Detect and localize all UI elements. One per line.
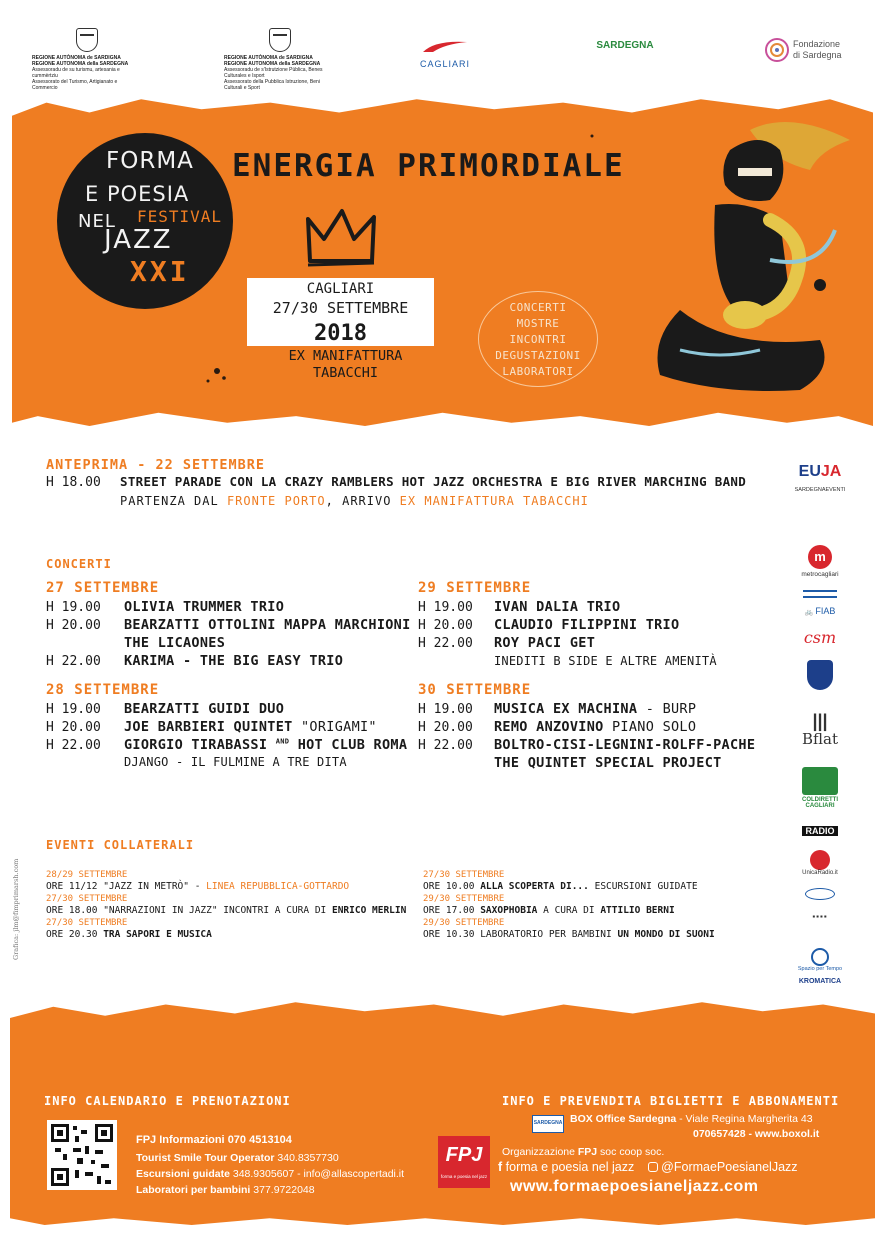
collaterali-heading: EVENTI COLLATERALI — [46, 838, 195, 852]
event-date: 27/30 SETTEMBRE — [46, 918, 128, 928]
concerti-heading: CONCERTI — [46, 557, 112, 571]
activity-item: LABORATORI — [502, 365, 574, 378]
festival-name-jazz: JAZZ — [104, 225, 173, 255]
tour-label: Tourist Smile Tour Operator — [136, 1152, 275, 1164]
regione-line: Assessorato del Turismo, Artigianato e Commercio — [32, 79, 118, 91]
cagliari-swoosh-icon — [415, 38, 475, 54]
regione-line: REGIONE AUTÒNOMA de SARDIGNA — [32, 55, 121, 61]
festival-venue: TABACCHI — [312, 365, 379, 381]
concert-time: H 20.00 — [418, 720, 473, 735]
concert-time: H 22.00 — [418, 738, 473, 753]
concert-subtitle: PIANO SOLO — [612, 719, 697, 735]
fondazione-line: di Sardegna — [793, 50, 842, 60]
fpj-info-line — [136, 1134, 292, 1146]
org-name: FPJ — [577, 1146, 598, 1158]
regione-line: REGIONE AUTONOMA della SARDEGNA — [224, 61, 321, 67]
coldiretti-label: CAGLIARI — [805, 803, 835, 809]
instagram-icon[interactable] — [648, 1162, 658, 1172]
concert-and: AND — [275, 737, 290, 746]
event-line — [46, 929, 212, 940]
festival-edition: XXI — [130, 255, 190, 288]
concert-time: H 22.00 — [46, 654, 101, 669]
concert-subtitle: - BURP — [645, 701, 697, 717]
festival-city: CAGLIARI — [306, 281, 375, 297]
concert-time: H 19.00 — [46, 600, 101, 615]
regione-line: Assessoradu de s'Istrutzione Pùblica, Benes Culturales e Isport — [224, 67, 323, 79]
org-text: soc coop soc. — [597, 1146, 665, 1158]
cdc-ring-icon — [805, 888, 835, 900]
coldiretti-logo — [796, 767, 844, 809]
tour-phone[interactable]: 340.8357730 — [277, 1152, 339, 1164]
activity-item: INCONTRI — [509, 333, 567, 346]
metro-label: metrocagliari — [801, 571, 839, 578]
facebook-icon[interactable]: f — [498, 1160, 503, 1174]
coldiretti-label: COLDIRETTI — [802, 797, 838, 803]
concert-artist-name: HOT CLUB ROMA — [297, 737, 408, 753]
box-office-line — [570, 1113, 813, 1125]
unica-radio-logo — [796, 850, 844, 876]
anteprima-heading: ANTEPRIMA - 22 SETTEMBRE — [46, 457, 266, 473]
footer-left-heading: INFO CALENDARIO E PRENOTAZIONI — [44, 1094, 291, 1108]
regione-line: Assessoradu de su turismu, artesania e cummèrtziu — [32, 67, 120, 79]
ctm-stripes-icon — [803, 590, 837, 598]
bflat-label: Bflat — [802, 730, 838, 748]
route-start: FRONTE PORTO — [226, 494, 326, 508]
event-place: LINEA REPUBBLICA-GOTTARDO — [206, 881, 350, 892]
concert-day-heading: 27 SETTEMBRE — [46, 580, 160, 596]
event-date: 27/30 SETTEMBRE — [423, 870, 505, 880]
concert-time: H 22.00 — [418, 636, 473, 651]
sardinia-crest-icon — [76, 28, 98, 52]
ctm-logo — [796, 590, 844, 598]
event-text: ORE 11/12 "JAZZ IN METRÒ" - — [46, 881, 207, 892]
euja-sub: SARDEGNAEVENTI — [794, 487, 846, 493]
spazio-label: Spazio per Tempo — [797, 966, 843, 972]
sardegna-logo: SARDEGNA — [596, 40, 654, 51]
social-line — [498, 1160, 798, 1174]
concert-time: H 20.00 — [46, 720, 101, 735]
concert-artist: IVAN DALIA TRIO — [494, 599, 621, 615]
crest-icon — [807, 660, 833, 690]
event-date: 28/29 SETTEMBRE — [46, 870, 128, 880]
event-title: UN MONDO DI SUONI — [617, 929, 715, 940]
festival-venue: EX MANIFATTURA — [288, 348, 403, 364]
unica-play-icon — [810, 850, 830, 870]
concert-subtitle: INEDITI B SIDE E ALTRE AMENITÀ — [494, 654, 717, 668]
radio-label: RADIO — [802, 826, 838, 836]
box-office-label: BOX Office Sardegna — [570, 1113, 677, 1125]
event-text: A CURA DI — [537, 905, 601, 916]
concert-time: H 22.00 — [46, 738, 101, 753]
box-office-logo: SARDEGNA — [532, 1115, 564, 1133]
route-end: EX MANIFATTURA TABACCHI — [399, 494, 589, 508]
concert-time: H 19.00 — [418, 600, 473, 615]
event-line — [423, 929, 715, 940]
bflat-logo — [796, 712, 844, 748]
regione-turismo-logo — [32, 28, 142, 91]
activity-item: CONCERTI — [509, 301, 567, 314]
concert-time: H 19.00 — [46, 702, 101, 717]
lab-phone[interactable]: 377.9722048 — [253, 1184, 315, 1196]
box-office-contact[interactable] — [693, 1128, 819, 1140]
concert-artist-name: JOE BARBIERI QUINTET — [124, 719, 293, 735]
event-date: 29/30 SETTEMBRE — [423, 918, 505, 928]
lab-line — [136, 1184, 315, 1196]
regione-line: REGIONE AUTÒNOMA de SARDIGNA — [224, 55, 313, 61]
route-text: , ARRIVO — [325, 494, 392, 508]
csm-logo — [796, 628, 844, 647]
concert-artist: BOLTRO-CISI-LEGNINI-ROLFF-PACHE — [494, 737, 756, 753]
euja-ja: JA — [820, 463, 842, 480]
activity-item: MOSTRE — [516, 317, 560, 330]
fpj-info-label: FPJ Informazioni — [136, 1134, 225, 1146]
concert-time: H 20.00 — [418, 618, 473, 633]
festival-name-nel: NEL — [78, 211, 116, 232]
event-date: 27/30 SETTEMBRE — [46, 894, 128, 904]
fpj-logo-text: FPJ — [445, 1144, 483, 1166]
website-link[interactable]: www.formaepoesianeljazz.com — [510, 1178, 759, 1195]
org-text: Organizzazione — [502, 1146, 578, 1158]
fpj-logo-sub: forma e poesia nel jazz — [440, 1174, 488, 1179]
concert-artist: OLIVIA TRUMMER TRIO — [124, 599, 285, 615]
coldiretti-leaf-icon — [802, 767, 838, 795]
event-date: 29/30 SETTEMBRE — [423, 894, 505, 904]
event-host: ENRICO MERLIN — [331, 905, 407, 916]
concert-subtitle: "ORIGAMI" — [301, 719, 377, 735]
bike-icon: 🚲 — [804, 609, 814, 616]
metro-m-icon: m — [808, 545, 832, 569]
facebook-handle[interactable]: forma e poesia nel jazz — [505, 1160, 635, 1174]
cagliari-logo — [405, 38, 485, 69]
spazio-per-tempo-logo — [796, 948, 844, 972]
fiab-logo — [796, 606, 844, 616]
concert-day-heading: 29 SETTEMBRE — [418, 580, 532, 596]
fpj-info-phone[interactable]: 070 4513104 — [227, 1134, 292, 1146]
cagliari-label: CAGLIARI — [419, 59, 470, 69]
activity-item: DEGUSTAZIONI — [495, 349, 581, 362]
concert-subtitle: DJANGO - IL FULMINE A TRE DITA — [124, 755, 347, 769]
concert-artist: KARIMA - THE BIG EASY TRIO — [124, 653, 344, 669]
euja-eu: EU — [798, 463, 821, 480]
concert-artist: THE QUINTET SPECIAL PROJECT — [494, 755, 722, 771]
tour-line — [136, 1152, 339, 1164]
anteprima-event: STREET PARADE CON LA CRAZY RAMBLERS HOT JAZZ ORCHESTRA E BIG RIVER MARCHING BAND — [120, 474, 747, 489]
saxophonist-illustration-icon — [620, 110, 870, 410]
event-text: ORE 17.00 — [423, 905, 481, 916]
bflat-bars-icon: ||| — [812, 711, 828, 731]
csm-label: csm — [803, 628, 837, 647]
sardinia-crest-icon — [269, 28, 291, 52]
qr-code-icon — [51, 1124, 113, 1186]
escursioni-contact[interactable]: 348.9305607 - info@allascopertadi.it — [232, 1168, 405, 1180]
concert-time: H 19.00 — [418, 702, 473, 717]
event-text: ORE 10.30 LABORATORIO PER BAMBINI — [423, 929, 618, 940]
event-title: SAXOPHOBIA — [480, 905, 538, 916]
concert-artist: BEARZATTI OTTOLINI MAPPA MARCHIONI — [124, 617, 411, 633]
festival-year: 2018 — [314, 321, 367, 346]
organizzazione-line — [502, 1146, 664, 1158]
event-text: ORE 18.00 "NARRAZIONI IN JAZZ" INCONTRI A CURA DI — [46, 905, 332, 916]
festival-name-forma: FORMA — [106, 148, 194, 174]
graphic-credit: Grafica: jlm@fimprimarsh.com — [12, 858, 20, 960]
spiral-icon — [811, 948, 829, 966]
event-text: ORE 10.00 — [423, 881, 481, 892]
regione-line: REGIONE AUTONOMA della SARDEGNA — [32, 61, 129, 67]
theatre-logo — [796, 912, 844, 921]
footer-right-heading: INFO E PREVENDITA BIGLIETTI E ABBONAMENTI — [502, 1094, 840, 1108]
concert-artist — [494, 701, 696, 717]
lab-label: Laboratori per bambini — [136, 1184, 251, 1196]
qr-code[interactable] — [47, 1120, 117, 1190]
event-text: ESCURSIONI GUIDATE — [588, 881, 698, 892]
festival-theme-title: ENERGIA PRIMORDIALE — [232, 148, 625, 184]
municipality-crest-logo — [796, 660, 844, 690]
concert-artist: THE LICAONES — [124, 635, 226, 651]
event-line — [423, 881, 698, 892]
euja-logo — [790, 463, 850, 493]
cdc-logo — [796, 888, 844, 900]
event-line — [46, 905, 406, 916]
concert-artist — [124, 719, 377, 735]
event-host: ATTILIO BERNI — [600, 905, 675, 916]
kromatica-logo — [796, 978, 844, 985]
regione-line: Assessorato della Pubblica Istruzione, Beni Culturali e Sport — [224, 79, 320, 91]
concert-day-heading: 30 SETTEMBRE — [418, 682, 532, 698]
anteprima-route — [120, 494, 589, 508]
crown-icon — [302, 205, 382, 269]
concert-artist-name: MUSICA EX MACHINA — [494, 701, 638, 717]
kromatica-label: KROMATICA — [798, 978, 842, 985]
event-line — [46, 881, 349, 892]
radio-logo — [796, 826, 844, 836]
metro-cagliari-logo — [796, 545, 844, 578]
festival-dates: 27/30 SETTEMBRE — [272, 299, 409, 317]
instagram-handle[interactable]: @FormaePoesianelJazz — [661, 1160, 798, 1174]
concert-artist — [494, 719, 696, 735]
fondazione-flower-icon — [765, 38, 789, 62]
fondazione-line: Fondazione — [793, 39, 841, 49]
concert-artist-name: REMO ANZOVINO — [494, 719, 604, 735]
concert-artist: ROY PACI GET — [494, 635, 596, 651]
box-office-phone[interactable]: 070657428 - www.boxol.it — [693, 1128, 820, 1140]
escursioni-label: Escursioni guidate — [136, 1168, 230, 1180]
event-line — [423, 905, 675, 916]
event-text: ORE 20.30 — [46, 929, 104, 940]
festival-name-poesia: E POESIA — [85, 182, 190, 206]
concert-day-heading: 28 SETTEMBRE — [46, 682, 160, 698]
theatre-mark-icon: ▪▪▪▪ — [812, 912, 828, 921]
escursioni-line — [136, 1168, 404, 1180]
event-title: TRA SAPORI E MUSICA — [103, 929, 212, 940]
anteprima-time: H 18.00 — [46, 475, 101, 490]
festival-label: FESTIVAL — [137, 207, 223, 226]
regione-istruzione-logo — [224, 28, 336, 91]
concert-artist — [124, 737, 407, 753]
concert-artist: CLAUDIO FILIPPINI TRIO — [494, 617, 680, 633]
concert-artist-name: GIORGIO TIRABASSI — [124, 737, 268, 753]
box-office-address: - Viale Regina Margherita 43 — [676, 1113, 813, 1125]
fiab-label: FIAB — [815, 606, 836, 616]
event-title: ALLA SCOPERTA DI... — [480, 881, 589, 892]
concert-artist: BEARZATTI GUIDI DUO — [124, 701, 285, 717]
fpj-logo — [438, 1136, 490, 1188]
unica-label: UnicaRadio.it — [802, 870, 838, 876]
route-text: PARTENZA DAL — [120, 494, 219, 508]
concert-time: H 20.00 — [46, 618, 101, 633]
